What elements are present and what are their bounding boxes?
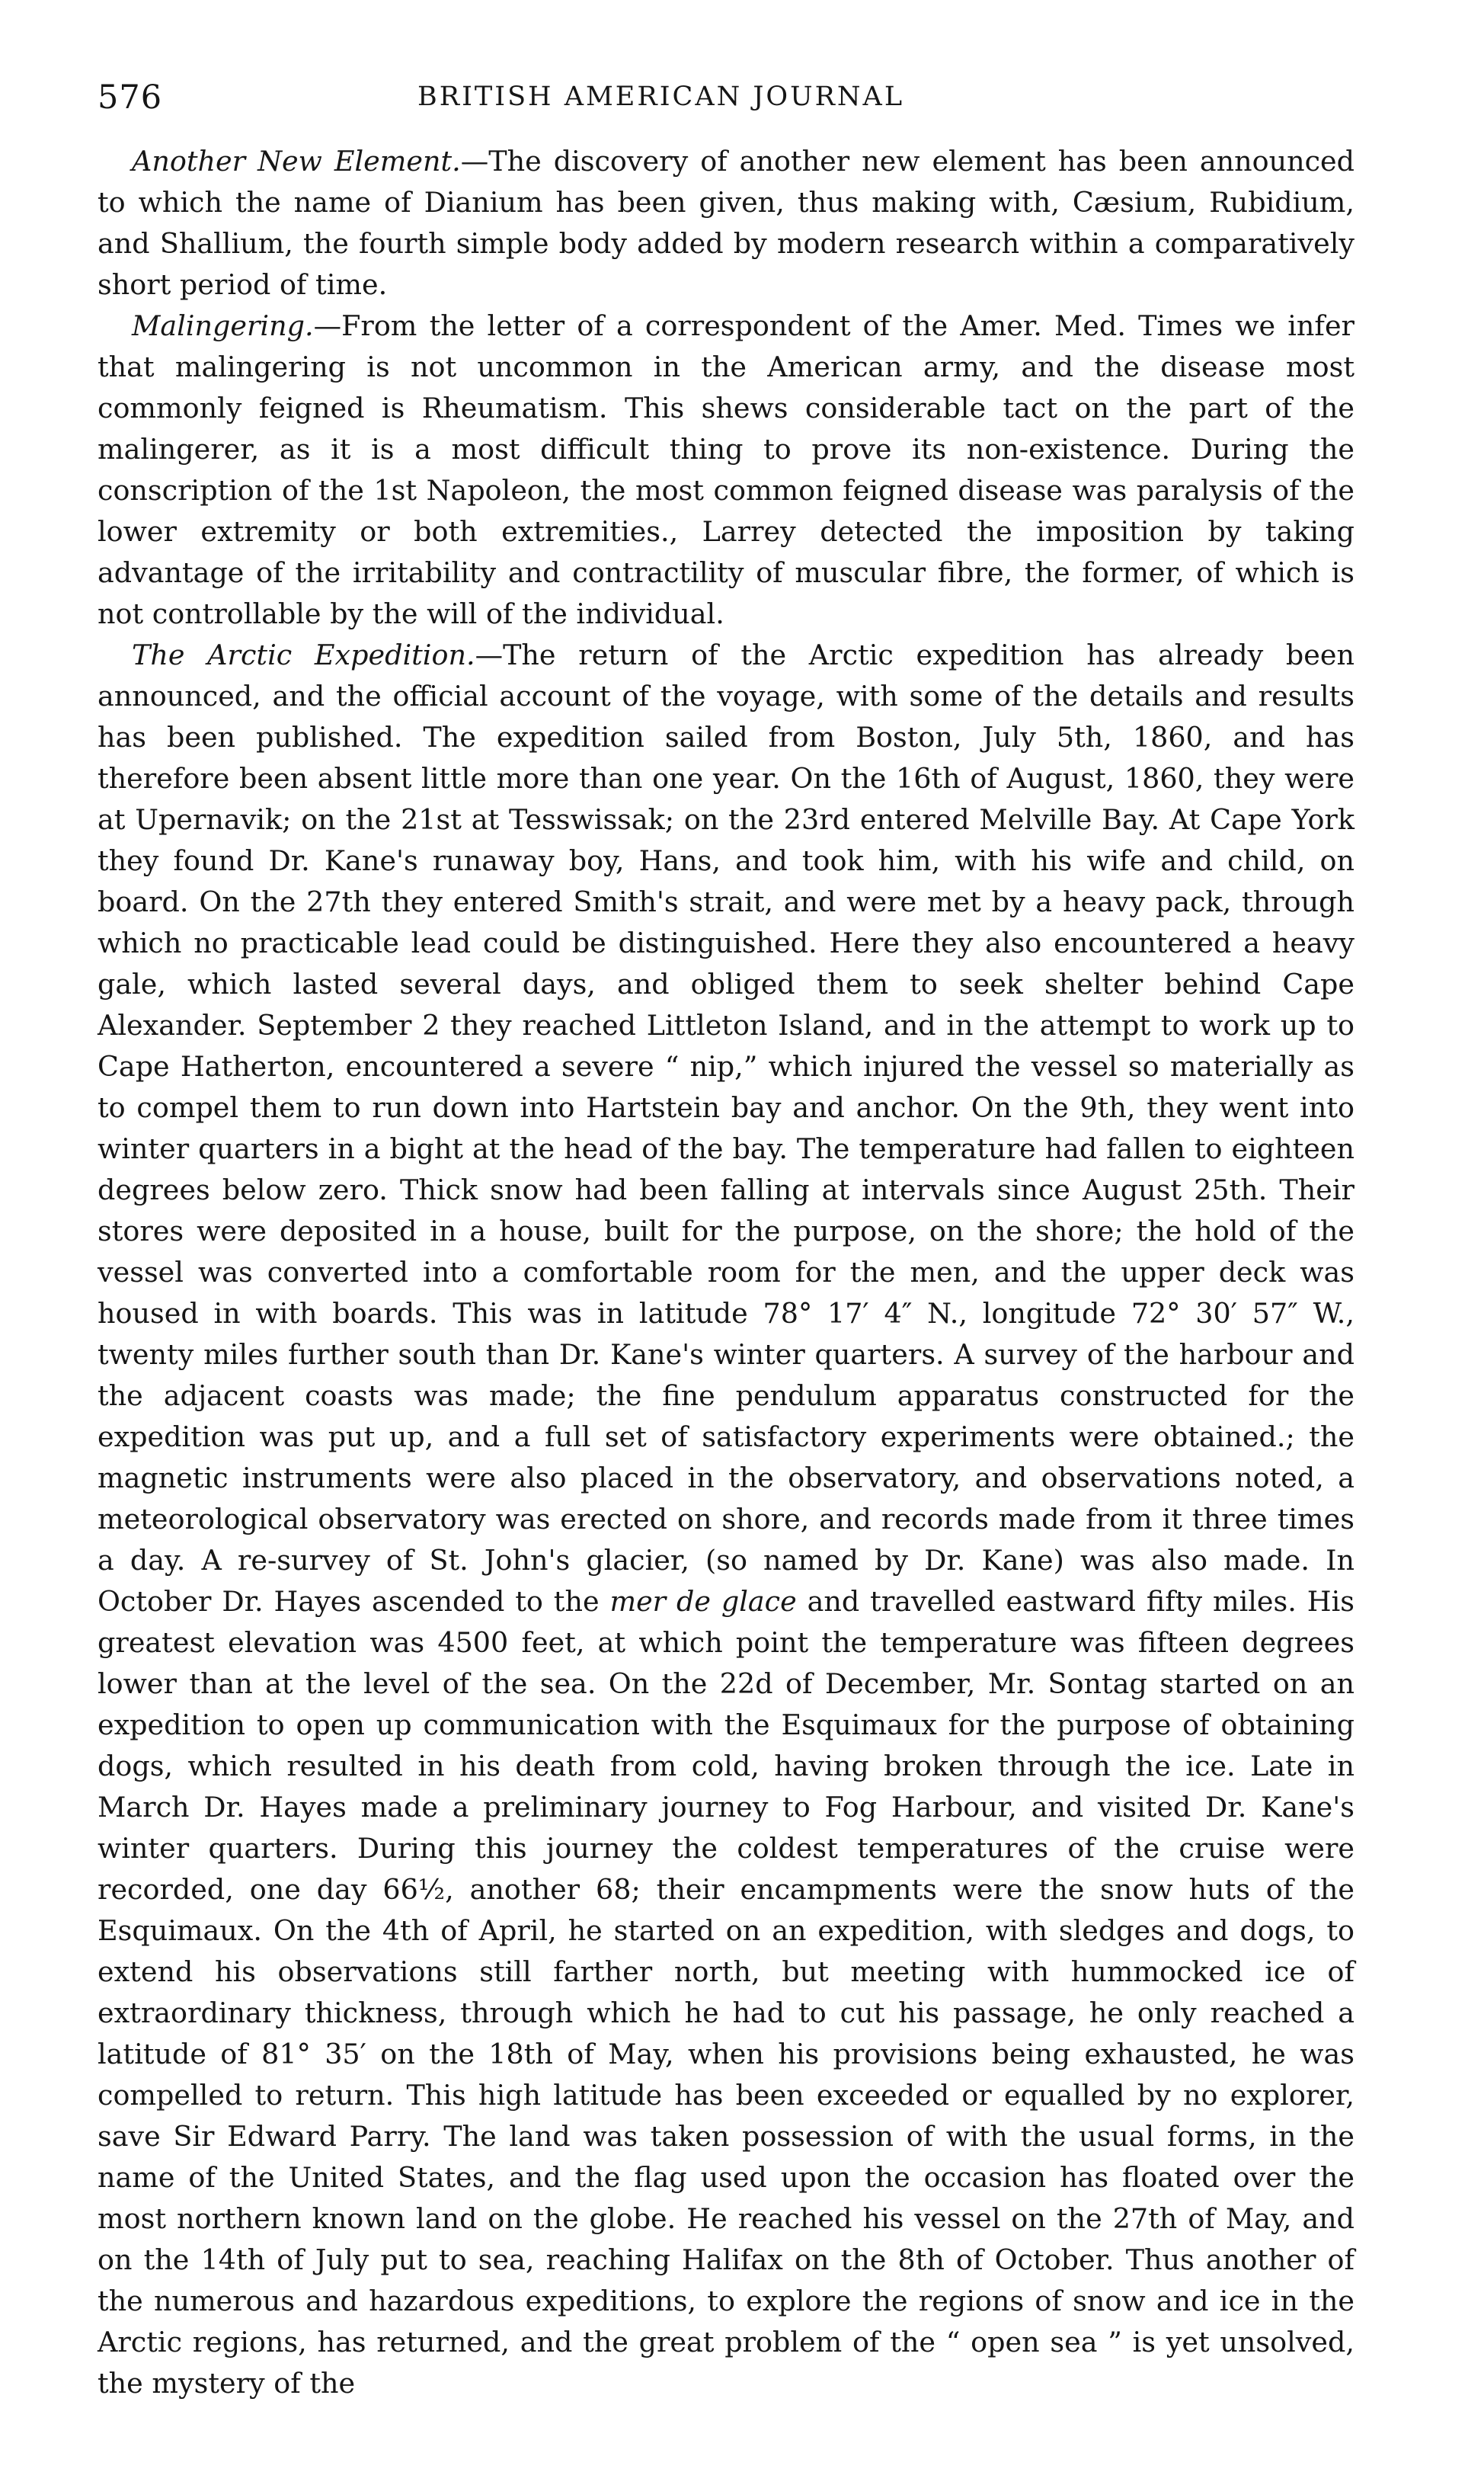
paragraph-text: —From the letter of a correspondent of the Amer. Med. Times we infer that malingering is not uncommon in the American army, and the disease most commonly feigned is Rheumatism. This shews considerable tact on the part of the malingerer, as it is a most difficult thing to prove its non-existence. During the conscription of the 1st Napoleon, the most common feigned disease was paralysis of the lower extremity or both extremities., Larrey detected the imposition by taking advantage of the irritability and contractility of muscular fibre, the former, of which is not controllable by the will of the individual. [98,309,1354,630]
section-title: Malingering. [132,309,314,342]
paragraph-text: —The return of the Arctic expedition has already been announced, and the official account of the voyage, with some of the details and results has been published. The expedition sailed from Boston, July 5th, 1860, and has therefore been absent little more than one year. On the 16th of August, 1860, they were at Upernavik; on the 21st at Tesswissak; on the 23rd entered Melville Bay. At Cape York they found Dr. Kane's runaway boy, Hans, and took him, with his wife and child, on board. On the 27th they entered Smith's strait, and were met by a heavy pack, through which no practicable lead could be distinguished. Here they also encountered a heavy gale, which lasted several days, and obliged them to seek shelter behind Cape Alexander. September 2 they reached Littleton Island, and in the attempt to work up to Cape Hatherton, encountered a severe “ nip,” which injured the vessel so materially as to compel them to run down into Hartstein bay and anchor. On the 9th, they went into winter quarters in a bight at the head of the bay. The temperature had fallen to eighteen degrees below zero. Thick snow had been falling at intervals since August 25th. Their stores were deposited in a house, built for the purpose, on the shore; the hold of the vessel was converted into a comfortable room for the men, and the upper deck was housed in with boards. This was in latitude 78° 17′ 4″ N., longitude 72° 30′ 57″ W., twenty miles further south than Dr. Kane's winter quarters. A survey of the harbour and the adjacent coasts was made; the fine pendulum apparatus constructed for the expedition was put up, and a full set of satisfactory experiments were obtained.; the magnetic instruments were also placed in the observatory, and observations noted, a meteorological observatory was erected on shore, and records made from it three times a day. A re-survey of St. John's glacier, (so named by Dr. Kane) was also made. In October Dr. Hayes ascended to the [98,639,1355,1618]
section-title: Another New Element. [132,145,461,178]
page-header [98,72,1354,141]
italic-phrase: mer de glace [609,1585,797,1618]
paragraph-text: —The discovery of another new element has been announced to which the name of Dianium has been given, thus making with, Cæsium, Rubidium, and Shallium, the fourth simple body added by modern research within a comparatively short period of time. [98,145,1354,301]
paragraph-text-continued: and travelled eastward fifty miles. His greatest elevation was 4500 feet, at which point the temperature was fifteen degrees lower than at the level of the sea. On the 22d of December, Mr. Sontag started on an expedition to open up communication with the Esquimaux for the purpose of obtaining dogs, which resulted in his death from cold, having broken through the ice. Late in March Dr. Hayes made a preliminary journey to Fog Harbour, and visited Dr. Kane's winter quarters. During this journey the coldest temperatures of the cruise were recorded, one day 66½, another 68; their encampments were the snow huts of the Esquimaux. On the 4th of April, he started on an expedition, with sledges and dogs, to extend his observations still farther north, but meeting with hummocked ice of extraordinary thickness, through which he had to cut his passage, he only reached a latitude of 81° 35′ on the 18th of May, when his provisions being exhausted, he was compelled to return. This high latitude has been exceeded or equalled by no explorer, save Sir Edward Parry. The land was taken possession of with the usual forms, in the name of the United States, and the flag used upon the occasion has floated over the most northern known land on the globe. He reached his vessel on the 27th of May, and on the 14th of July put to sea, reaching Halifax on the 8th of October. Thus another of the numerous and hazardous expeditions, to explore the regions of snow and ice in the Arctic regions, has returned, and the great problem of the “ open sea ” is yet unsolved, the mystery of the [98,1585,1354,2400]
paragraph-arctic-expedition [98,635,1354,2404]
paragraph-malingering [98,306,1354,635]
page-number: 576 [98,78,163,117]
section-title: The Arctic Expedition. [132,639,475,671]
running-head: BRITISH AMERICAN JOURNAL [417,82,905,112]
paragraph-new-element [98,141,1354,306]
article-body [98,141,1354,2404]
